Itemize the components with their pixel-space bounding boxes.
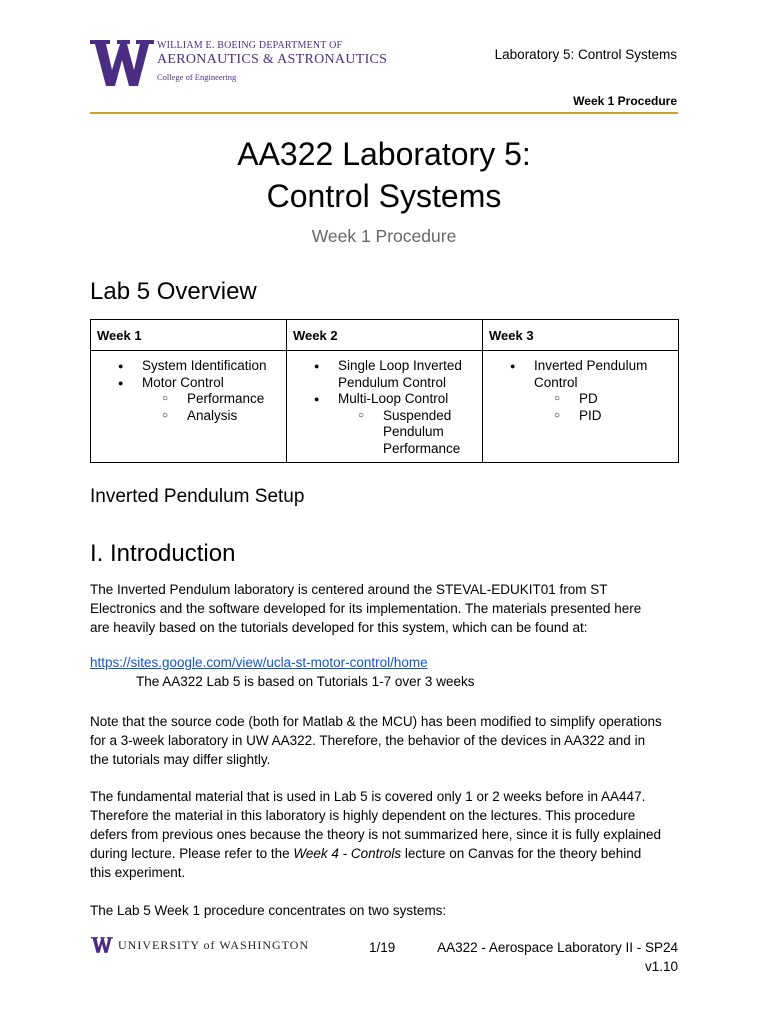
list-item: ● Motor Control <box>91 375 286 392</box>
text-line: this experiment. <box>90 865 186 880</box>
column-header-week-1: Week 1 <box>91 320 287 351</box>
table-header-row <box>91 320 679 351</box>
list-item: ● Inverted Pendulum <box>483 358 678 375</box>
list-subitem-continuation: Performance <box>383 440 461 456</box>
list-subitem: ○ PID <box>483 408 678 425</box>
intro-paragraph-1 <box>90 580 686 637</box>
uw-footer-logo-icon <box>91 936 113 954</box>
document-subtitle: Week 1 Procedure <box>311 226 457 246</box>
introduction-heading: I. Introduction <box>90 540 236 567</box>
text-line: for a 3-week laboratory in UW AA322. Therefore, the behavior of the devices in AA322 and in <box>90 733 646 748</box>
text-line: Note that the source code (both for Matlab & the MCU) has been modified to simplify operations <box>90 714 662 729</box>
text-line: Therefore the material in this laboratory is highly dependent on the lectures. This procedure <box>90 808 636 823</box>
text-line <box>90 844 686 863</box>
intro-paragraph-3 <box>90 787 686 882</box>
list-subitem-continuation: Pendulum <box>383 424 444 439</box>
list-item: ● Multi-Loop Control <box>287 391 482 408</box>
intro-paragraph-4: The Lab 5 Week 1 procedure concentrates on two systems: <box>90 903 447 918</box>
text-span: lecture on Canvas for the theory behind <box>401 846 642 861</box>
overview-heading: Lab 5 Overview <box>90 278 257 305</box>
week-1-cell <box>91 351 287 463</box>
uw-w-logo-icon <box>90 40 154 86</box>
week-2-list <box>287 358 482 457</box>
header-doc-subtitle: Week 1 Procedure <box>573 94 677 108</box>
list-item-continuation: Control <box>534 374 578 390</box>
list-item: ● System Identification <box>91 358 286 375</box>
text-line: Electronics and the software developed for its implementation. The materials presented here <box>90 601 642 616</box>
list-subitem: ○ Suspended <box>287 408 482 425</box>
list-item-continuation: Pendulum Control <box>338 374 447 390</box>
column-header-week-2: Week 2 <box>287 320 483 351</box>
list-subitem: ○ Performance <box>91 391 286 408</box>
department-line-3: College of Engineering <box>157 72 237 82</box>
course-name: AA322 - Aerospace Laboratory II - SP24 <box>437 940 678 955</box>
document-title-line-1: AA322 Laboratory 5: <box>237 136 531 172</box>
lecture-reference: Week 4 - Controls <box>293 846 402 861</box>
column-header-week-3: Week 3 <box>483 320 679 351</box>
text-line: The fundamental material that is used in Lab 5 is covered only 1 or 2 weeks before in AA447. <box>90 789 646 804</box>
header-rule <box>90 112 678 114</box>
list-subitem-continuation: ○ Analysis <box>91 408 286 425</box>
text-line: The Inverted Pendulum laboratory is centered around the STEVAL-EDUKIT01 from ST <box>90 582 608 597</box>
setup-heading: Inverted Pendulum Setup <box>90 486 305 507</box>
document-version: v1.10 <box>644 959 678 974</box>
text-line: defers from previous ones because the theory is not summarized here, since it is fully explained <box>90 827 662 842</box>
university-wordmark: UNIVERSITY of WASHINGTON <box>118 938 310 952</box>
list-item: ● Single Loop Inverted <box>287 358 482 375</box>
intro-paragraph-2 <box>90 712 686 769</box>
tutorial-note: The AA322 Lab 5 is based on Tutorials 1-7 over 3 weeks <box>136 674 475 689</box>
tutorial-link[interactable]: https://sites.google.com/view/ucla-st-motor-control/home <box>90 655 428 670</box>
department-line-1: WILLIAM E. BOEING DEPARTMENT OF <box>157 40 343 51</box>
week-3-list <box>483 358 678 424</box>
week-1-list <box>91 358 286 424</box>
department-line-2: AERONAUTICS & ASTRONAUTICS <box>157 52 388 67</box>
overview-table <box>90 319 679 463</box>
text-span: during lecture. Please refer to the <box>90 846 294 861</box>
page-number: 1/19 <box>369 940 396 955</box>
text-line: are heavily based on the tutorials developed for this system, which can be found at: <box>90 620 588 635</box>
list-subitem: ○ PD <box>483 391 678 408</box>
table-row <box>91 351 679 463</box>
document-title-line-2: Control Systems <box>266 178 502 214</box>
week-2-cell <box>287 351 483 463</box>
week-3-cell <box>483 351 679 463</box>
header-doc-title: Laboratory 5: Control Systems <box>494 47 677 62</box>
text-line: the tutorials may differ slightly. <box>90 752 271 767</box>
